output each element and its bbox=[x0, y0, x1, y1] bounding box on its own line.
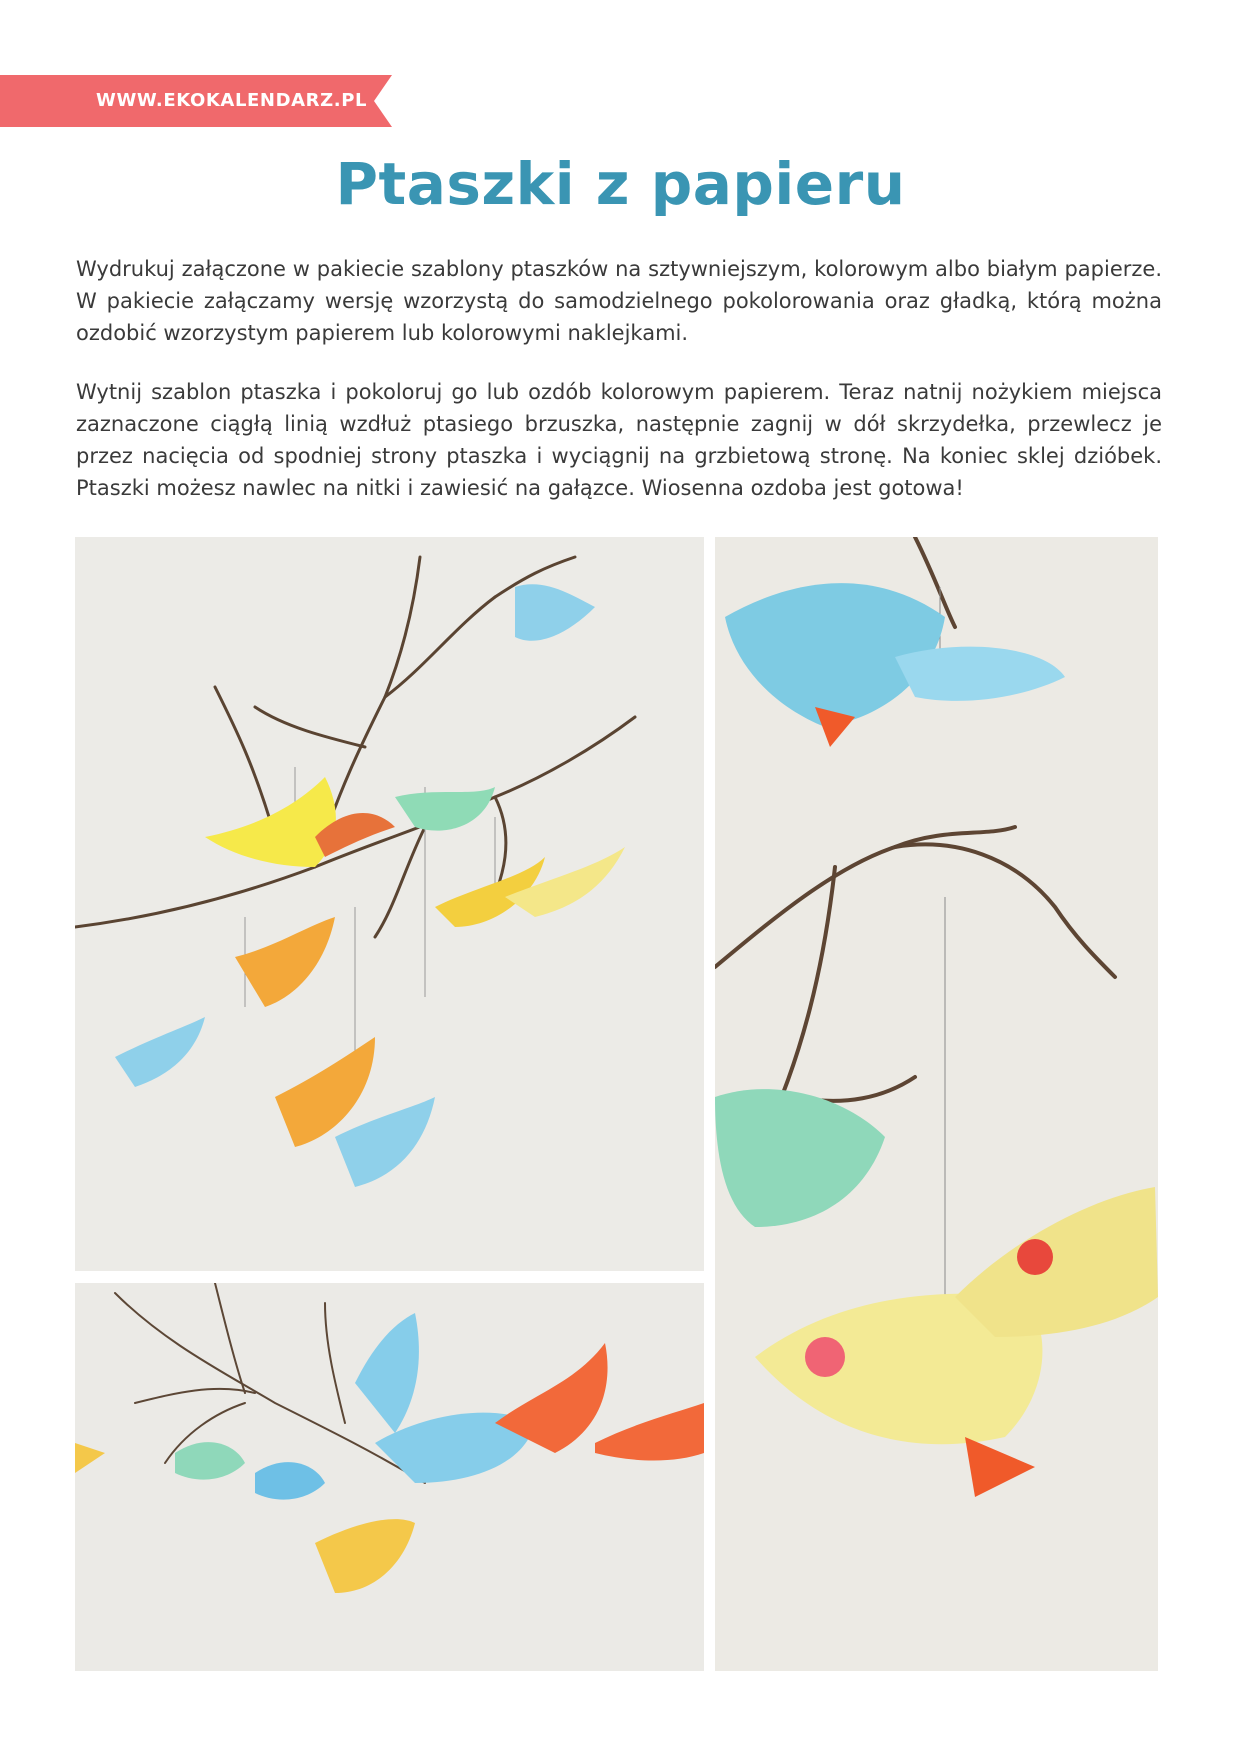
closeup-birds-photo bbox=[715, 537, 1158, 1671]
page-title: Ptaszki z papieru bbox=[335, 150, 906, 218]
website-url[interactable]: WWW.EKOKALENDARZ.PL bbox=[96, 90, 368, 111]
instructions-paragraph: Wytnij szablon ptaszka i pokoloruj go lub ozdób kolorowym papierem. Teraz natnij nożykiem miejsca zaznaczone ciągłą linią wzdłuż ptasiego brzuszka, następnie zagnij w dół skrzydełka, przewlecz je przez nacięcia od spodniej strony ptaszka i wyciągnij na grzbietową stronę. Na koniec sklej dzióbek. Ptaszki możesz nawlec na nitki i zawiesić na gałązce. Wiosenna ozdoba jest gotowa! bbox=[76, 380, 1162, 500]
website-ribbon bbox=[0, 75, 392, 127]
colorful-birds-photo bbox=[75, 1283, 704, 1671]
mobile-with-branch-photo bbox=[75, 537, 704, 1271]
intro-paragraph: Wydrukuj załączone w pakiecie szablony ptaszków na sztywniejszym, kolorowym albo białym papierze. W pakiecie załączamy wersję wzorzystą do samodzielnego pokolorowania oraz gładką, którą można ozdobić wzorzystym papierem lub kolorowymi naklejkami. bbox=[76, 257, 1162, 345]
